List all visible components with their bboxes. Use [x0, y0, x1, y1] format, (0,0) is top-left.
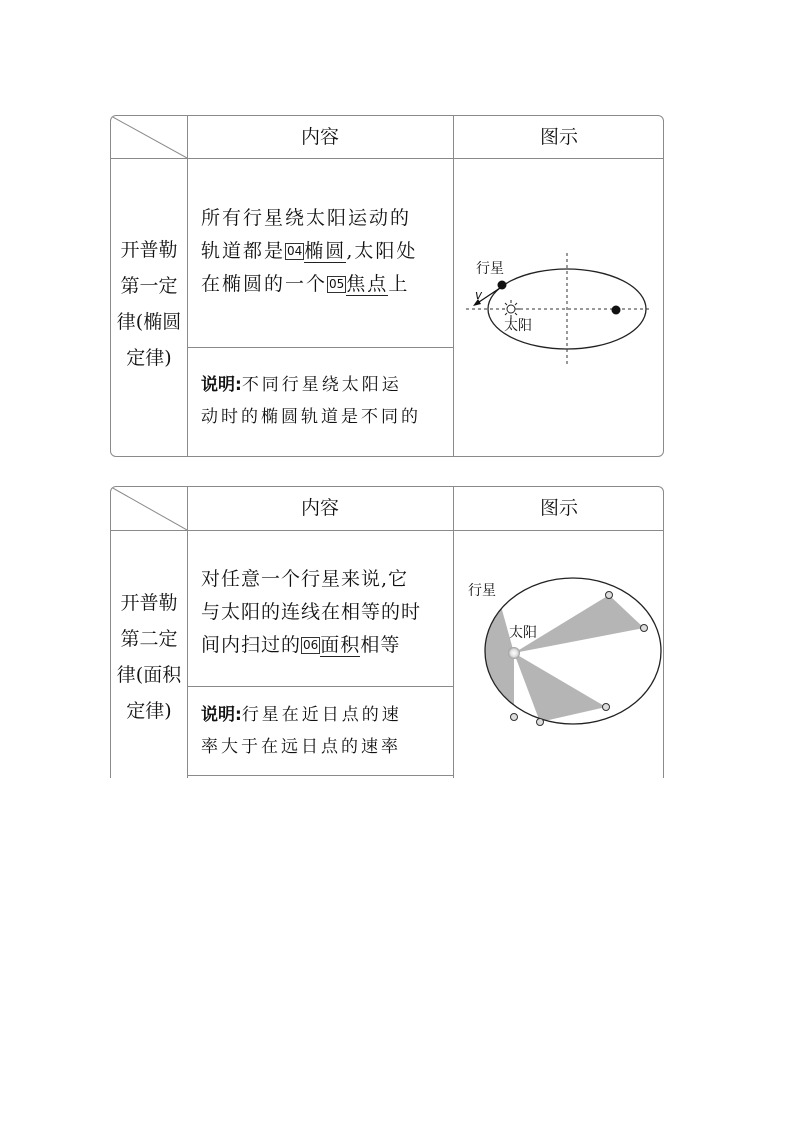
law-content: 所有行星绕太阳运动的 轨道都是 04 椭圆,太阳处 在椭圆的一个 05 焦点上 — [201, 207, 418, 295]
header-figure: 图示 — [539, 126, 578, 148]
sun-icon — [508, 647, 520, 659]
header-content: 内容 — [300, 497, 339, 519]
blank-number: 05 — [329, 277, 345, 291]
law-note: 说明:行星在近日点的速 率大于在远日点的速率 — [201, 705, 402, 757]
law-note: 说明:不同行星绕太阳运 动时的椭圆轨道是不同的 — [201, 375, 421, 427]
blank-answer: 面积 — [320, 634, 361, 656]
ellipse-orbit-diagram — [454, 159, 664, 457]
sun-label: 太阳 — [504, 318, 532, 334]
velocity-label: v — [475, 288, 483, 302]
row-divider — [187, 347, 453, 348]
sun-label: 太阳 — [509, 625, 537, 641]
equal-area-diagram — [454, 531, 664, 775]
planet-label: 行星 — [468, 583, 496, 599]
row-bottom-edge — [187, 775, 453, 776]
kepler-first-law-table — [110, 115, 664, 457]
blank-number: 04 — [287, 244, 303, 258]
blank-answer: 焦点 — [346, 273, 389, 295]
planet-position — [603, 704, 610, 711]
planet-position — [537, 719, 544, 726]
planet-position — [511, 714, 518, 721]
focus-dot — [612, 306, 621, 315]
note-label: 说明: — [201, 375, 242, 395]
row-divider — [187, 686, 453, 687]
note-label: 说明: — [201, 705, 242, 725]
law-name: 开普勒 第一定 律(椭圆 定律) — [116, 239, 182, 369]
column-divider — [187, 116, 188, 456]
planet-label: 行星 — [476, 261, 504, 277]
corner-diagonal — [111, 487, 187, 530]
header-content: 内容 — [300, 126, 339, 148]
law-content: 对任意一个行星来说,它 与太阳的连线在相等的时 间内扫过的 06 面积相等 — [201, 568, 422, 656]
planet-position — [641, 625, 648, 632]
blank-number: 06 — [303, 638, 319, 652]
law-name: 开普勒 第二定 律(面积 定律) — [116, 592, 182, 722]
planet-position — [606, 592, 613, 599]
blank-answer: 椭圆 — [304, 240, 347, 262]
kepler-second-law-table — [110, 486, 664, 778]
corner-diagonal — [111, 116, 187, 158]
sun-icon — [502, 300, 520, 318]
header-figure: 图示 — [539, 497, 578, 519]
